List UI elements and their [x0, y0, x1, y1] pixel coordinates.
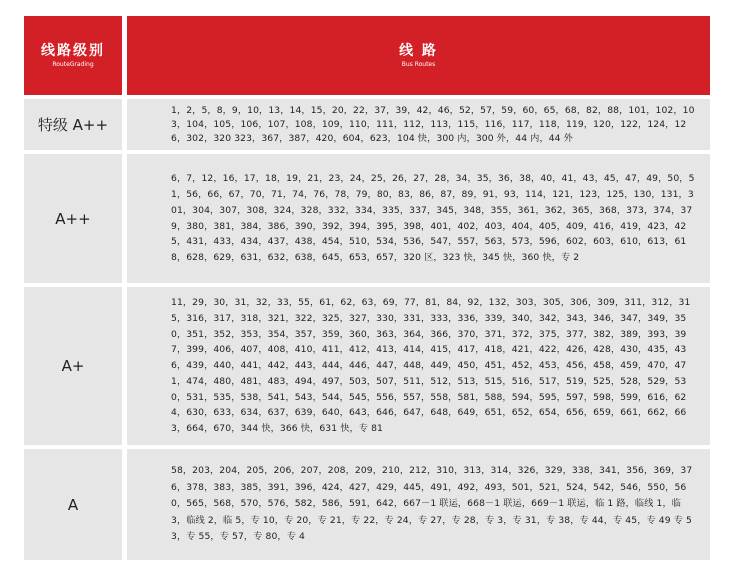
grade-label: 特级 A++	[37, 115, 109, 134]
routes-list: 1，2，5，8，9，10，13，14，15，20，22，37，39，42，46，52，57，59，60，65，68，82，88，101，102，103，104，105，106，107，108，109，110，111，112，113，115，116，117，118，119，120，122，124，126，302，320 323，367，387，420，604，623，104 快，300 内，300 外，44 内，44 外	[171, 104, 695, 144]
grade-cell	[24, 154, 122, 283]
grade-header-cell	[24, 16, 122, 95]
table-row	[24, 154, 710, 283]
routes-cell	[127, 154, 710, 283]
routes-cell	[127, 99, 710, 150]
routes-header-title: 线 路	[399, 42, 438, 59]
grade-header-title: 线路级别	[41, 42, 105, 59]
routes-header-subtitle: Bus Routes	[401, 60, 436, 68]
table-row	[24, 287, 710, 445]
grade-cell	[24, 99, 122, 150]
routes-header-cell	[127, 16, 710, 95]
routes-list: 11，29，30，31，32，33，55，61，62，63，69，77，81，84，92，132，303，305，306，309，311，312，315，316，317，318，321，322，325，327，330，331，333，336，339，340，342，343，346，347，349，350，351，352，353，354，357，359，360，363，364，366，370，371，372，375，377，382，389，393，397，399，406，407，408，410，411，412，413，414，415，417，418，421，422，426，428，430，435，436，439，440，441，442，443，444，446，447，448，449，450，451，452，453，456，458，459，470，471，474，480，481，483，494，497，503，507，511，512，513，515，516，517，519，525，528，529，530，531，535，538，541，543，544，545，556，557，558，581，588，594，595，597，598，599，616，624，630，633，634，637，639，640，643，646，647，648，649，651，652，654，656，659，661，662，663，664，670，344 快，366 快，631 快，专 81	[171, 296, 691, 435]
table-row	[24, 99, 710, 150]
route-grading-table	[24, 16, 710, 560]
grade-label: A+	[61, 357, 85, 375]
grade-cell	[24, 449, 122, 560]
routes-cell	[127, 287, 710, 445]
grade-header-subtitle: RouteGrading	[52, 60, 94, 68]
table-header	[24, 16, 710, 95]
routes-list: 58，203，204，205，206，207，208，209，210，212，310，313，314，326，329，338，341，356，369，376，378，383，385，391，396，424，427，429，445，491，492，493，501，521，524，542，546，550，560，565，568，570，576，582，586，591，642，667－1 联运，668－1 联运，669－1 联运，临 1 路，临线 1，临 3，临线 2，临 5，专 10，专 20，专 21，专 22，专 24，专 27，专 28，专 3，专 31，专 38，专 44，专 45，专 49 专 53，专 55，专 57，专 80，专 4	[171, 465, 693, 543]
grade-label: A++	[55, 209, 91, 228]
grade-label: A	[67, 495, 79, 514]
table-row	[24, 449, 710, 560]
routes-cell	[127, 449, 710, 560]
grade-cell	[24, 287, 122, 445]
routes-list: 6，7，12，16，17，18，19，21，23，24，25，26，27，28，34，35，36，38，40，41，43，45，47，49，50，51，56，66，67，70，71，74，76，78，79，80，83，86，87，89，91，93，114，121，123，125，130，131，301，304，307，308，324，328，332，334，335，337，345，348，355，361，362，365，368，373，374，379，380，381，384，386，390，392，394，395，398，401，402，403，404，405，409，416，419，423，425，431，433，434，437，438，454，510，534，536，547，557，563，573，596，602，603，610，613，618，628，629，631，632，638，645，653，657，320 区，323 快，345 快，360 快，专 2	[171, 173, 695, 264]
